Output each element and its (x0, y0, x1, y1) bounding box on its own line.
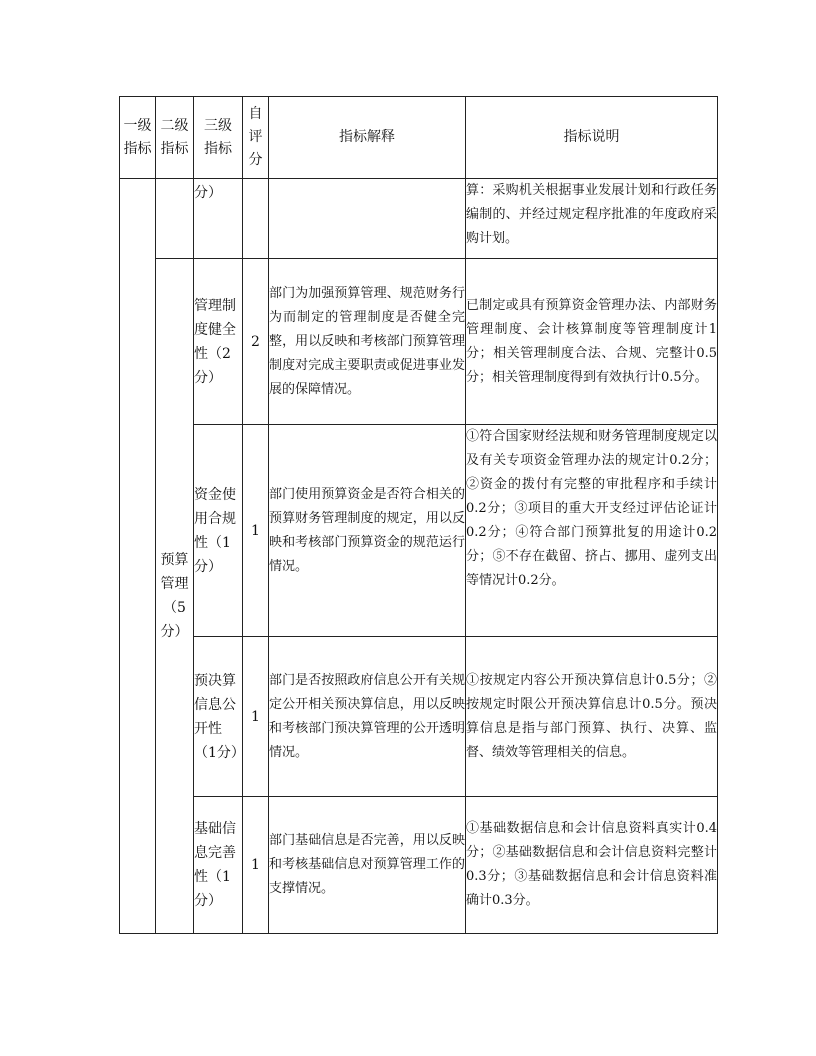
table-row (120, 637, 718, 797)
header-level3: 三级指标 (194, 97, 243, 179)
table-row (120, 259, 718, 425)
table-row (120, 179, 718, 259)
level3-cell: 管理制度健全性（2分） (194, 259, 243, 425)
score-cell: 1 (243, 797, 269, 934)
header-description: 指标说明 (466, 97, 718, 179)
explanation-cell: 部门是否按照政府信息公开有关规定公开相关预决算信息，用以反映和考核部门预决算管理的公开透明情况。 (269, 637, 466, 797)
level2-cell: 预算管理（5分） (156, 259, 194, 934)
header-self-score: 自评分 (243, 97, 269, 179)
score-cell: 1 (243, 637, 269, 797)
header-explanation: 指标解释 (269, 97, 466, 179)
description-cell: 算：采购机关根据事业发展计划和行政任务编制的、并经过规定程序批准的年度政府采购计划。 (466, 179, 718, 259)
indicator-table (119, 96, 718, 934)
explanation-cell: 部门使用预算资金是否符合相关的预算财务管理制度的规定，用以反映和考核部门预算资金的规范运行情况。 (269, 425, 466, 637)
description-cell: ①符合国家财经法规和财务管理制度规定以及有关专项资金管理办法的规定计0.2分；②资金的拨付有完整的审批程序和手续计0.2分；③项目的重大开支经过评估论证计0.2分；④符合部门预算批复的用途计0.2分；⑤不存在截留、挤占、挪用、虚列支出等情况计0.2分。 (466, 425, 718, 637)
table-row (120, 797, 718, 934)
score-cell: 2 (243, 259, 269, 425)
description-cell: ①基础数据信息和会计信息资料真实计0.4分；②基础数据信息和会计信息资料完整计0.3分；③基础数据信息和会计信息资料准确计0.3分。 (466, 797, 718, 934)
level3-cell: 分） (194, 179, 243, 259)
level3-cell: 预决算信息公开性（1分） (194, 637, 243, 797)
explanation-cell: 部门为加强预算管理、规范财务行为而制定的管理制度是否健全完整，用以反映和考核部门预算管理制度对完成主要职责或促进事业发展的保障情况。 (269, 259, 466, 425)
score-cell: 1 (243, 425, 269, 637)
level2-cell-empty (156, 179, 194, 259)
header-level1: 一级指标 (120, 97, 156, 179)
description-cell: ①按规定内容公开预决算信息计0.5分；②按规定时限公开预决算信息计0.5分。预决算信息是指与部门预算、执行、决算、监督、绩效等管理相关的信息。 (466, 637, 718, 797)
level3-cell: 基础信息完善性（1分） (194, 797, 243, 934)
header-row (120, 97, 718, 179)
level3-cell: 资金使用合规性（1分） (194, 425, 243, 637)
explanation-cell: 部门基础信息是否完善，用以反映和考核基础信息对预算管理工作的支撑情况。 (269, 797, 466, 934)
level1-cell (120, 179, 156, 934)
score-cell (243, 179, 269, 259)
header-level2: 二级指标 (156, 97, 194, 179)
table-row (120, 425, 718, 637)
description-cell: 已制定或具有预算资金管理办法、内部财务管理制度、会计核算制度等管理制度计1分；相关管理制度合法、合规、完整计0.5分；相关管理制度得到有效执行计0.5分。 (466, 259, 718, 425)
explanation-cell (269, 179, 466, 259)
